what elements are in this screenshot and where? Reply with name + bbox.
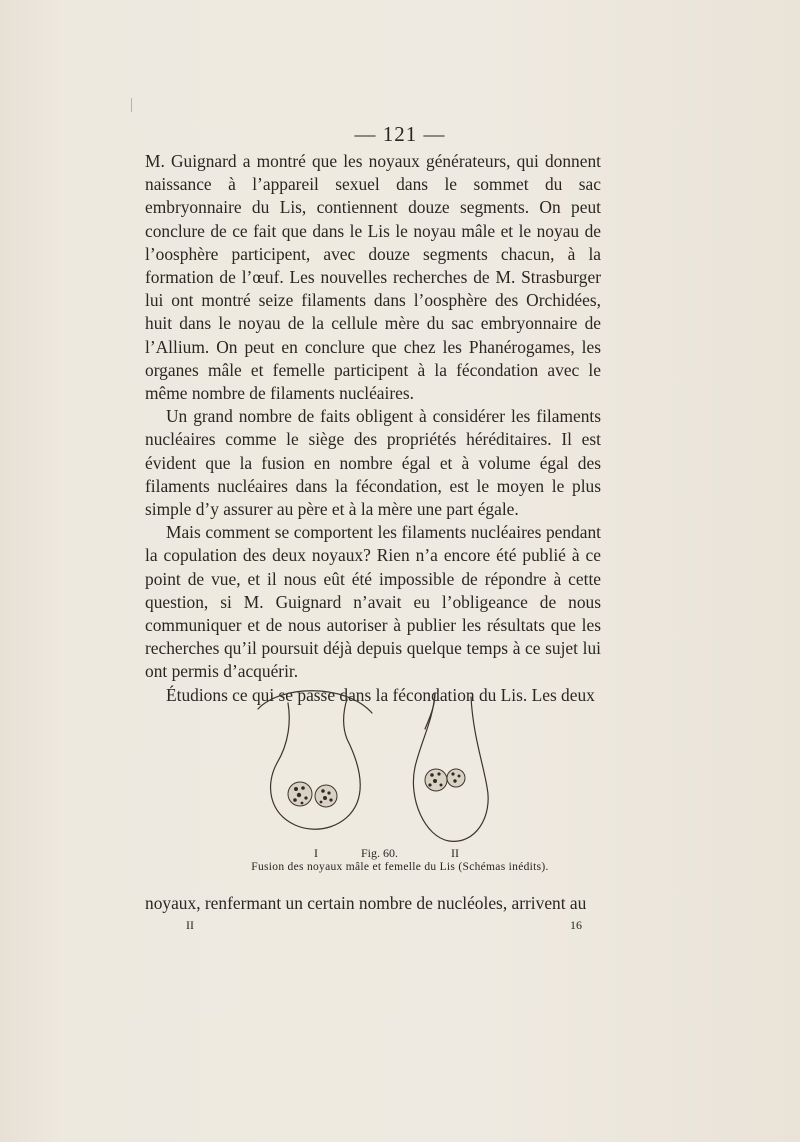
figure-60-drawing — [255, 677, 515, 847]
signature-mark: II — [186, 918, 194, 932]
page-footer — [0, 918, 800, 936]
sac-wall-right-outer — [413, 693, 488, 841]
paragraph-1: M. Guignard a montré que les noyaux générateurs, qui donnent naissance à l’appareil sexuel dans le sommet du sac embryonnaire du Lis, contiennent douze segments. On peut conclure de ce fait que dans le Lis le noyau mâle et le noyau de l’oosphère participent, avec douze segments chacun, à la formation de l’œuf. Les nouvelles recherches de M. Strasburger lui ont montré seize filaments dans l’oosphère des Orchidées, huit dans le noyau de la cellule mère du sac embryonnaire de l’Allium. On peut en conclure que chez les Phanérogames, les organes mâle et femelle participent à la fécondation avec le même nombre de filaments nucléaires. — [145, 151, 601, 404]
sac-inner-line-right — [425, 693, 435, 729]
sac-wall-left — [271, 699, 361, 829]
nucleus-male-2 — [447, 769, 465, 787]
page-number-header: — 121 — — [354, 122, 446, 146]
nucleus-male-1 — [315, 785, 337, 807]
signature-number: 16 — [570, 918, 582, 932]
margin-mark — [131, 98, 132, 112]
figure-labels — [0, 846, 800, 862]
paragraph-continuation: noyaux, renfermant un certain nombre de nucléoles, arrivent au — [145, 893, 587, 913]
body-text-bottom — [145, 892, 601, 915]
figure-caption: Fusion des noyaux mâle et femelle du Lis (Schémas inédits). — [251, 861, 549, 873]
body-text-top — [145, 150, 601, 707]
paragraph-3: Mais comment se comportent les filaments nucléaires pendant la copulation des deux noyaux? Rien n’a encore été publié à ce point de vue, et il nous eût été impossible de répondre à cette question, si M. Guignard n’avait eu l’obligeance de nous communiquer et de nous autoriser à publier les résultats que les recherches qu’il poursuit déjà depuis quelque temps à ce sujet lui ont permis d’acquérir. — [145, 522, 601, 682]
figure-label-i: I — [314, 846, 318, 860]
paragraph-4: Étudions ce qui se passe dans la fécondation du Lis. Les deux — [166, 684, 595, 705]
paragraph-2: Un grand nombre de faits obligent à considérer les filaments nucléaires comme le siège des propriétés héréditaires. Il est évident que la fusion en nombre égal et à volume égal des filaments nucléaires dans la fécondation, est le moyen le plus simple d’y assurer au père et à la mère une part égale. — [145, 406, 601, 520]
sac-outline-left — [258, 691, 372, 713]
figure-label-ii: II — [451, 846, 459, 860]
figure-number: Fig. 60. — [361, 846, 399, 860]
